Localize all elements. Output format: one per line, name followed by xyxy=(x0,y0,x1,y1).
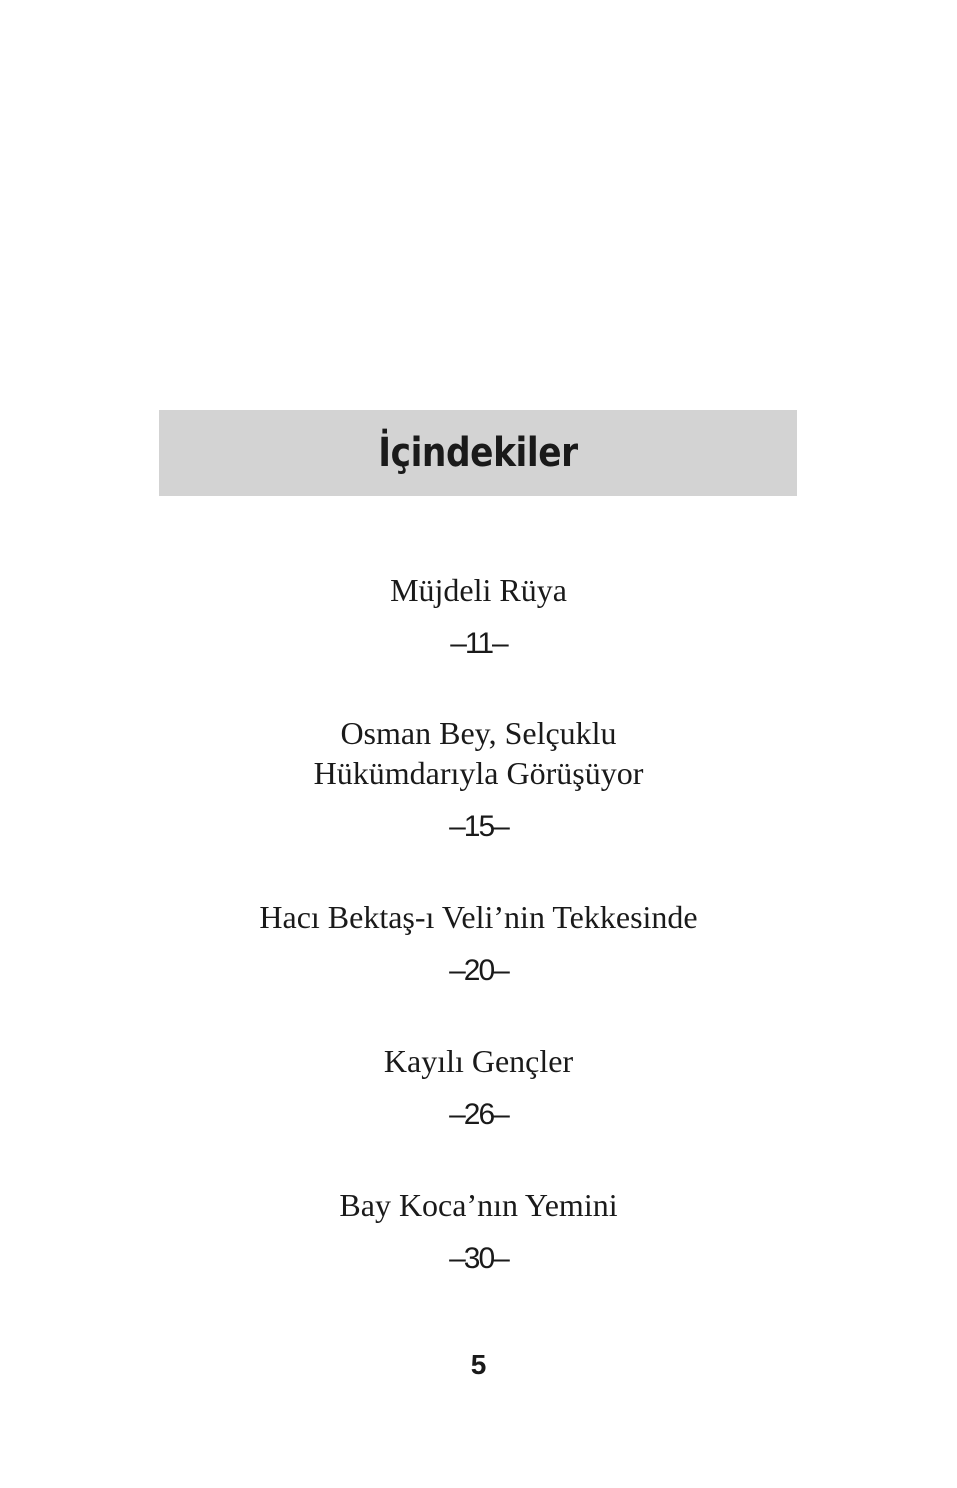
toc-entry-page: –11– xyxy=(450,627,507,660)
page-number: 5 xyxy=(470,1349,487,1380)
toc-entry-page: –15– xyxy=(449,810,508,843)
toc-entry-page: –20– xyxy=(449,954,508,987)
toc-entry-title-line-2: Hükümdarıyla Görüşüyor xyxy=(313,755,644,791)
toc-entry-title: Kayılı Gençler xyxy=(383,1043,574,1079)
toc-entry-title: Müjdeli Rüya xyxy=(390,572,567,608)
toc-entry-page: –30– xyxy=(449,1242,508,1275)
toc-entry-title: Osman Bey, Selçuklu xyxy=(340,715,617,751)
toc-entry-title: Hacı Bektaş-ı Veli’nin Tekkesinde xyxy=(259,899,698,935)
toc-entry-title: Bay Koca’nın Yemini xyxy=(339,1187,618,1223)
toc-entry-page: –26– xyxy=(449,1098,508,1131)
heading-band xyxy=(159,410,797,496)
page-heading: İçindekiler xyxy=(378,430,578,476)
